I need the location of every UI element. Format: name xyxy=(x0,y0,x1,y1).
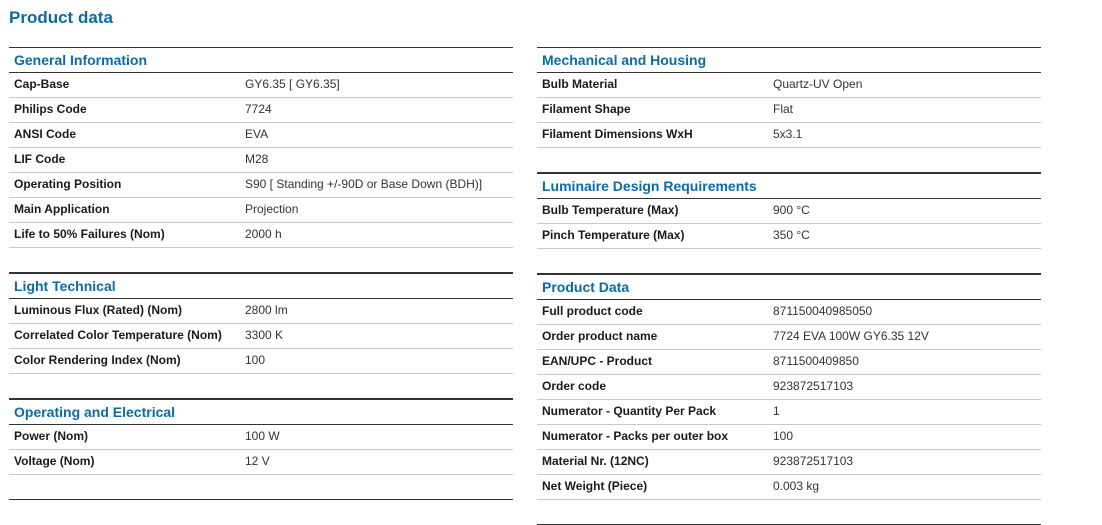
section-heading: Light Technical xyxy=(9,273,513,299)
section-heading: Mechanical and Housing xyxy=(537,47,1041,73)
spec-label: Voltage (Nom) xyxy=(14,454,95,468)
section-heading: Product Data xyxy=(537,274,1041,300)
section-end-spacer xyxy=(9,248,513,273)
spec-row xyxy=(537,475,1041,500)
spec-label: Material Nr. (12NC) xyxy=(542,454,649,468)
spec-value: 5x3.1 xyxy=(773,127,803,141)
spec-label: Filament Dimensions WxH xyxy=(542,127,693,141)
page-title: Product data xyxy=(9,8,113,27)
spec-label: Luminous Flux (Rated) (Nom) xyxy=(14,303,182,317)
spec-label: Correlated Color Temperature (Nom) xyxy=(14,328,222,342)
spec-value: Quartz-UV Open xyxy=(773,77,863,91)
section-end-spacer xyxy=(537,148,1041,173)
spec-value: EVA xyxy=(245,127,269,141)
spec-label: EAN/UPC - Product xyxy=(542,354,653,368)
spec-row xyxy=(9,148,513,173)
spec-row xyxy=(9,349,513,374)
spec-value: 2000 h xyxy=(245,227,282,241)
spec-label: ANSI Code xyxy=(14,127,77,141)
spec-row xyxy=(537,199,1041,224)
spec-row xyxy=(9,98,513,123)
spec-label: Filament Shape xyxy=(542,102,631,116)
spec-label: Order product name xyxy=(542,329,658,343)
spec-row xyxy=(537,325,1041,350)
section-heading: General Information xyxy=(9,47,513,73)
spec-label: LIF Code xyxy=(14,152,66,166)
spec-value: 2800 lm xyxy=(245,303,288,317)
spec-value: 923872517103 xyxy=(773,454,854,468)
spec-value: 100 W xyxy=(245,429,280,443)
spec-label: Numerator - Quantity Per Pack xyxy=(542,404,717,418)
spec-label: Philips Code xyxy=(14,102,87,116)
spec-value: 8711500409850 xyxy=(773,354,859,368)
spec-row xyxy=(537,375,1041,400)
section-luminaire-design-requirements xyxy=(537,173,1041,274)
spec-label: Operating Position xyxy=(14,177,122,191)
spec-row xyxy=(537,300,1041,325)
spec-row xyxy=(537,224,1041,249)
spec-label: Cap-Base xyxy=(14,77,70,91)
spec-value: M28 xyxy=(245,152,269,166)
spec-row xyxy=(537,350,1041,375)
spec-value: 871150040985050 xyxy=(773,304,873,318)
spec-value: 100 xyxy=(245,353,266,367)
spec-row xyxy=(9,299,513,324)
spec-row xyxy=(9,223,513,248)
spec-label: Net Weight (Piece) xyxy=(542,479,648,493)
spec-label: Color Rendering Index (Nom) xyxy=(14,353,181,367)
spec-row xyxy=(9,450,513,475)
spec-label: Main Application xyxy=(14,202,110,216)
spec-row xyxy=(9,425,513,450)
spec-value: Flat xyxy=(773,102,794,116)
spec-value: 7724 xyxy=(245,102,272,116)
spec-label: Full product code xyxy=(542,304,643,318)
spec-row xyxy=(9,173,513,198)
section-end-spacer xyxy=(9,374,513,399)
spec-row xyxy=(537,425,1041,450)
section-general-information xyxy=(9,47,513,273)
section-heading: Operating and Electrical xyxy=(9,399,513,425)
spec-row xyxy=(537,400,1041,425)
spec-label: Bulb Temperature (Max) xyxy=(542,203,679,217)
spec-row xyxy=(9,123,513,148)
section-end-spacer xyxy=(537,500,1041,525)
section-end-spacer xyxy=(537,249,1041,274)
spec-label: Numerator - Packs per outer box xyxy=(542,429,729,443)
section-operating-and-electrical xyxy=(9,399,513,500)
spec-value: 3300 K xyxy=(245,328,284,342)
spec-row xyxy=(537,450,1041,475)
spec-value: 12 V xyxy=(245,454,270,468)
right-column xyxy=(537,47,1041,525)
left-column xyxy=(9,47,513,500)
spec-value: 900 °C xyxy=(773,203,810,217)
spec-value: 350 °C xyxy=(773,228,810,242)
spec-label: Power (Nom) xyxy=(14,429,89,443)
section-end-spacer xyxy=(9,475,513,500)
spec-label: Bulb Material xyxy=(542,77,618,91)
spec-value: 923872517103 xyxy=(773,379,854,393)
section-product-data xyxy=(537,274,1041,525)
spec-row xyxy=(9,324,513,349)
spec-value: Projection xyxy=(245,202,299,216)
spec-value: 0.003 kg xyxy=(773,479,820,493)
spec-row xyxy=(537,73,1041,98)
spec-value: 7724 EVA 100W GY6.35 12V xyxy=(773,329,929,343)
spec-label: Life to 50% Failures (Nom) xyxy=(14,227,165,241)
spec-value: S90 [ Standing +/-90D or Base Down (BDH)] xyxy=(245,177,483,191)
spec-row xyxy=(537,98,1041,123)
section-heading: Luminaire Design Requirements xyxy=(537,173,1041,199)
section-mechanical-and-housing xyxy=(537,47,1041,173)
section-light-technical xyxy=(9,273,513,399)
spec-label: Order code xyxy=(542,379,607,393)
spec-row xyxy=(537,123,1041,148)
spec-label: Pinch Temperature (Max) xyxy=(542,228,685,242)
spec-value: GY6.35 [ GY6.35] xyxy=(245,77,340,91)
spec-row xyxy=(9,73,513,98)
spec-value: 100 xyxy=(773,429,794,443)
spec-value: 1 xyxy=(773,404,780,418)
spec-row xyxy=(9,198,513,223)
